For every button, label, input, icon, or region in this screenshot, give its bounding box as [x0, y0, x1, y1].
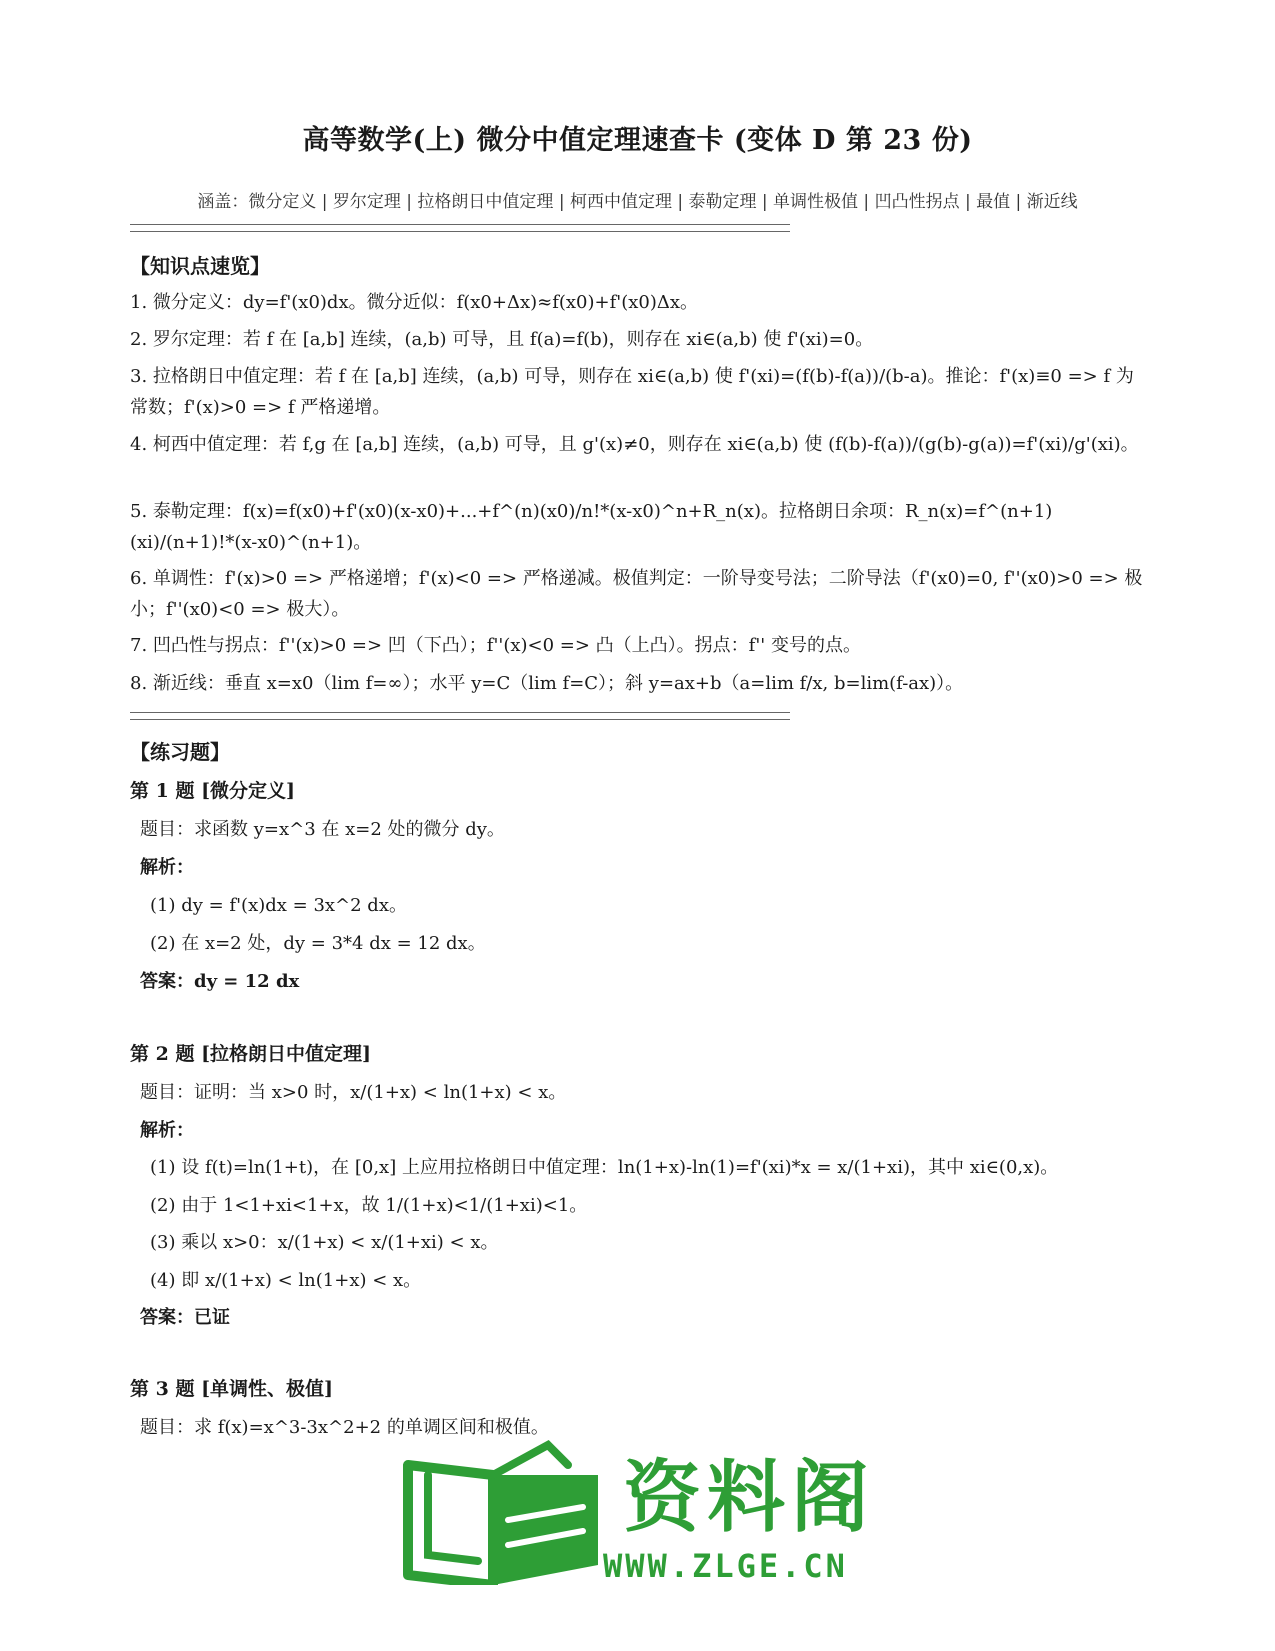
divider-bottom [130, 712, 790, 720]
coverage-line: 涵盖：微分定义 | 罗尔定理 | 拉格朗日中值定理 | 柯西中值定理 | 泰勒定理 | 单调性极值 | 凹凸性拐点 | 最值 | 渐近线 [197, 192, 1078, 212]
q3-title: 第 3 题 [单调性、极值] [130, 1378, 334, 1400]
q2-analysis-label: 解析： [140, 1120, 194, 1141]
q2-step-2: (2) 由于 1<1+xi<1+x，故 1/(1+x)<1/(1+xi)<1。 [150, 1195, 588, 1216]
watermark [398, 1435, 878, 1595]
knowledge-heading: 【知识点速览】 [130, 254, 270, 278]
q2-step-4: (4) 即 x/(1+x) < ln(1+x) < x。 [150, 1270, 422, 1291]
q2-step-1: (1) 设 f(t)=ln(1+t)，在 [0,x] 上应用拉格朗日中值定理：ln(1+x)-ln(1)=f'(xi)*x = x/(1+xi)，其中 xi∈(0,x)。 [150, 1157, 1059, 1178]
q1-problem: 题目：求函数 y=x^3 在 x=2 处的微分 dy。 [140, 819, 505, 840]
q1-answer: 答案：dy = 12 dx [140, 971, 300, 992]
page-title: 高等数学(上) 微分中值定理速查卡 (变体 D 第 23 份) [302, 125, 973, 156]
practice-heading: 【练习题】 [130, 740, 230, 764]
q2-step-3: (3) 乘以 x>0：x/(1+x) < x/(1+xi) < x。 [150, 1232, 499, 1253]
watermark-url: WWW.ZLGE.CN [603, 1547, 848, 1585]
q1-step-2: (2) 在 x=2 处，dy = 3*4 dx = 12 dx。 [150, 933, 486, 954]
q2-problem: 题目：证明：当 x>0 时，x/(1+x) < ln(1+x) < x。 [140, 1082, 567, 1103]
q2-answer: 答案：已证 [140, 1307, 230, 1328]
book-logo-icon [398, 1435, 608, 1585]
knowledge-item-4: 4. 柯西中值定理：若 f,g 在 [a,b] 连续，(a,b) 可导，且 g'(x)≠0，则存在 xi∈(a,b) 使 (f(b)-f(a))/(g(b)-g(a))=f'(xi)/g'(xi)。 [130, 434, 1139, 455]
knowledge-item-2: 2. 罗尔定理：若 f 在 [a,b] 连续，(a,b) 可导，且 f(a)=f(b)，则存在 xi∈(a,b) 使 f'(xi)=0。 [130, 329, 874, 350]
knowledge-item-7: 7. 凹凸性与拐点：f''(x)>0 => 凹（下凸）；f''(x)<0 => 凸（上凸）。拐点：f'' 变号的点。 [130, 635, 861, 656]
q1-title: 第 1 题 [微分定义] [130, 780, 296, 802]
knowledge-item-8: 8. 渐近线：垂直 x=x0（lim f=∞）；水平 y=C（lim f=C）；斜 y=ax+b（a=lim f/x, b=lim(f-ax)）。 [130, 673, 964, 694]
q3-problem: 题目：求 f(x)=x^3-3x^2+2 的单调区间和极值。 [140, 1417, 549, 1438]
q1-step-1: (1) dy = f'(x)dx = 3x^2 dx。 [150, 895, 407, 916]
knowledge-item-5: 5. 泰勒定理：f(x)=f(x0)+f'(x0)(x-x0)+...+f^(n)(x0)/n!*(x-x0)^n+R_n(x)。拉格朗日余项：R_n(x)=f^(n+1)(xi)/(n+1)!*(x-x0)^(n+1)。 [130, 501, 1053, 553]
divider-top [130, 224, 790, 232]
q1-analysis-label: 解析： [140, 857, 194, 878]
q2-title: 第 2 题 [拉格朗日中值定理] [130, 1043, 372, 1065]
knowledge-item-3: 3. 拉格朗日中值定理：若 f 在 [a,b] 连续，(a,b) 可导，则存在 xi∈(a,b) 使 f'(xi)=(f(b)-f(a))/(b-a)。推论：f'(x)≡0 => f 为常数；f'(x)>0 => f 严格递增。 [130, 366, 1134, 418]
watermark-brand: 资料阁 [623, 1453, 876, 1543]
knowledge-item-1: 1. 微分定义：dy=f'(x0)dx。微分近似：f(x0+Δx)≈f(x0)+f'(x0)Δx。 [130, 292, 699, 313]
knowledge-item-6: 6. 单调性：f'(x)>0 => 严格递增；f'(x)<0 => 严格递减。极值判定：一阶导变号法；二阶导法（f'(x0)=0, f''(x0)>0 => 极小；f''(x0)<0 => 极大）。 [130, 568, 1143, 620]
